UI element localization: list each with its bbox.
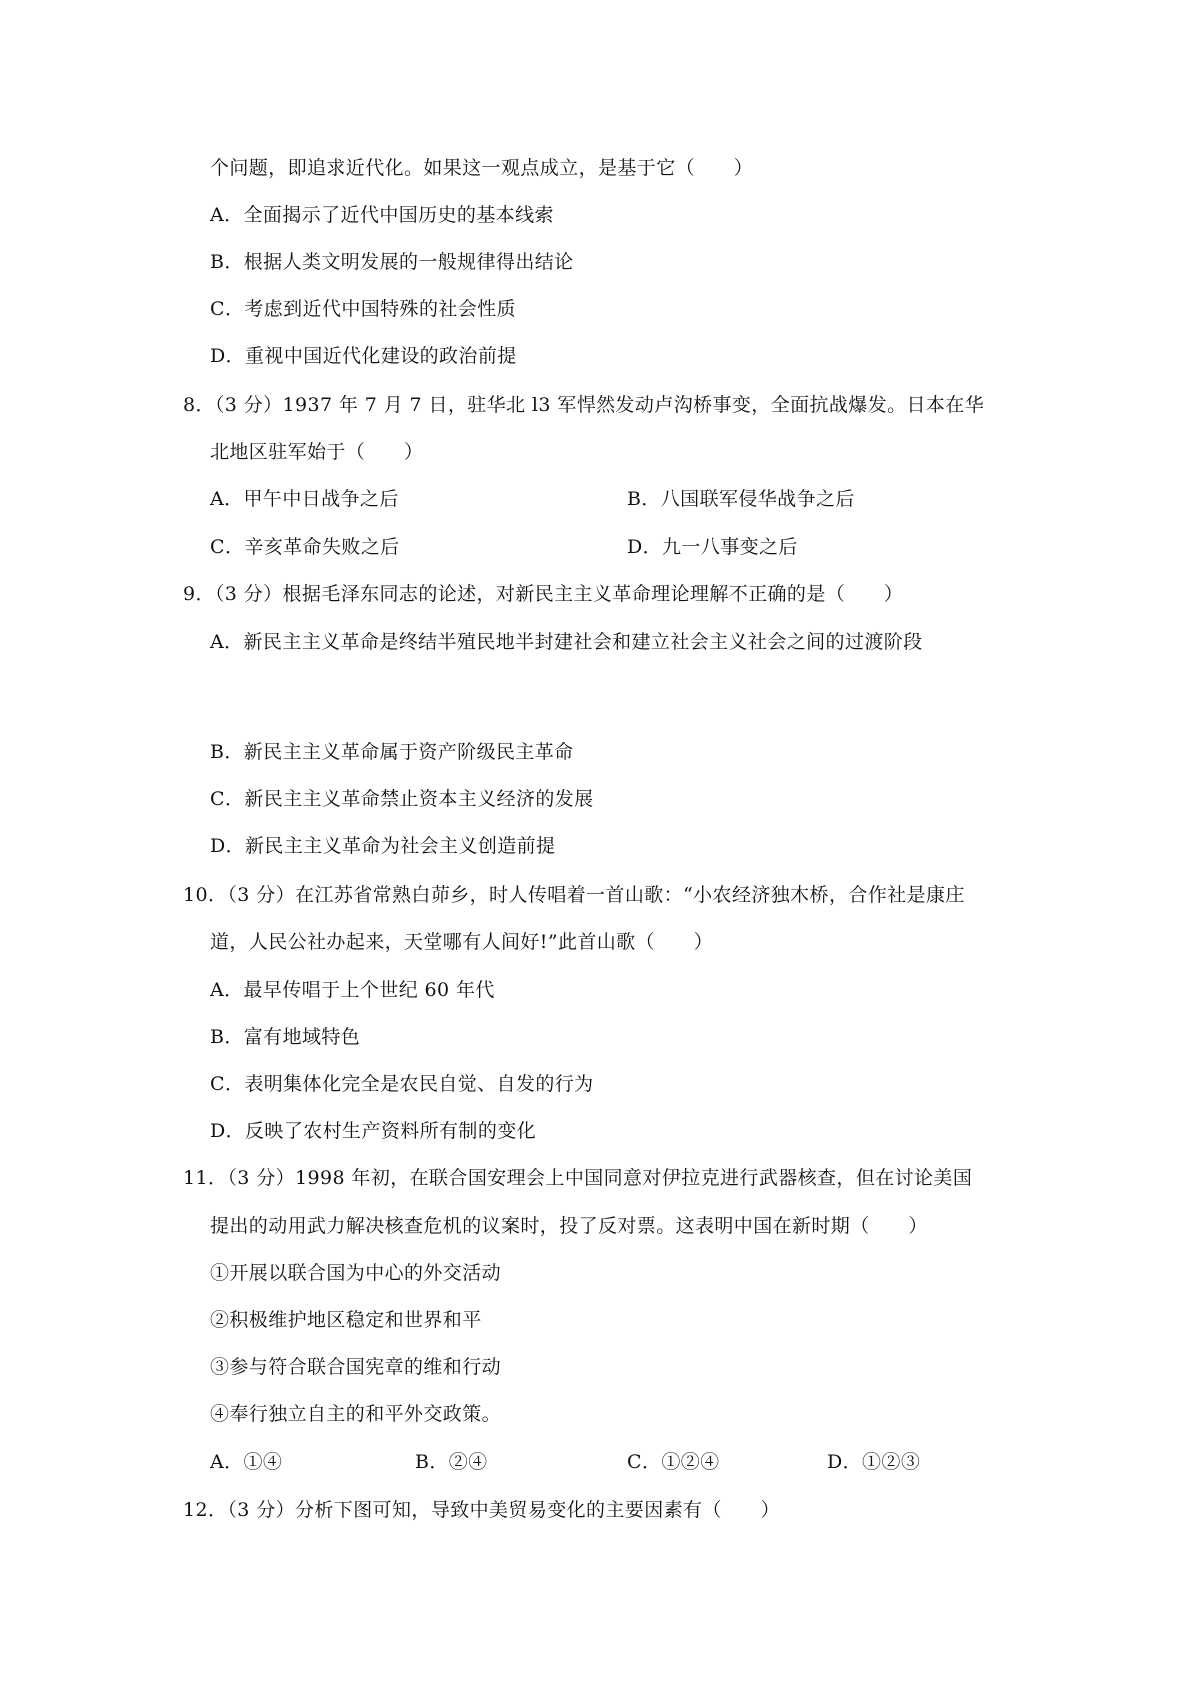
q10-option-d: D．反映了农村生产资料所有制的变化 — [210, 1120, 537, 1142]
q10-stem-line2: 道，人民公社办起来，天堂哪有人间好!”此首山歌（ ） — [210, 931, 714, 953]
q8-option-c: C．辛亥革命失败之后 — [210, 536, 400, 558]
q7-option-c: C．考虑到近代中国特殊的社会性质 — [210, 298, 516, 320]
q11-item-2: ②积极维护地区稳定和世界和平 — [210, 1309, 482, 1331]
q11-option-a: A．①④ — [210, 1451, 283, 1473]
q11-stem-line1 — [183, 1164, 972, 1192]
q10-score: （3 分） — [227, 884, 296, 906]
q8-option-b: B．八国联军侵华战争之后 — [627, 488, 855, 510]
q8-score: （3 分） — [214, 394, 283, 416]
q10-stem-line1 — [183, 881, 965, 909]
q7-option-b: B．根据人类文明发展的一般规律得出结论 — [210, 251, 574, 273]
q8-number: 8． — [183, 394, 215, 416]
q9-option-c: C．新民主主义革命禁止资本主义经济的发展 — [210, 788, 594, 810]
q11-item-4: ④奉行独立自主的和平外交政策。 — [210, 1403, 502, 1425]
q7-option-d: D．重视中国近代化建设的政治前提 — [210, 345, 517, 367]
q7-option-a: A．全面揭示了近代中国历史的基本线索 — [210, 204, 554, 226]
q8-option-d: D．九一八事变之后 — [627, 536, 798, 558]
q11-number: 11． — [183, 1167, 228, 1189]
q12-stem-text: 分析下图可知，导致中美贸易变化的主要因素有（ ） — [295, 1499, 781, 1521]
q10-option-a: A．最早传唱于上个世纪 60 年代 — [210, 979, 495, 1001]
q10-stem-text1: 在江苏省常熟白茆乡，时人传唱着一首山歌：“小农经济独木桥，合作社是康庄 — [295, 884, 965, 906]
q10-option-c: C．表明集体化完全是农民自觉、自发的行为 — [210, 1073, 594, 1095]
q9-option-d: D．新民主主义革命为社会主义创造前提 — [210, 835, 556, 857]
q9-number: 9． — [183, 583, 215, 605]
q9-option-a: A．新民主主义革命是终结半殖民地半封建社会和建立社会主义社会之间的过渡阶段 — [210, 631, 923, 653]
q8-option-a: A．甲午中日战争之后 — [210, 488, 399, 510]
q11-option-c: C．①②④ — [627, 1451, 720, 1473]
q11-stem-text1: 1998 年初，在联合国安理会上中国同意对伊拉克进行武器核查，但在讨论美国 — [295, 1167, 973, 1189]
q9-score: （3 分） — [214, 583, 283, 605]
q8-stem-line1 — [183, 391, 984, 419]
q10-option-b: B．富有地域特色 — [210, 1026, 361, 1048]
q11-item-1: ①开展以联合国为中心的外交活动 — [210, 1262, 502, 1284]
q11-option-b: B．②④ — [415, 1451, 488, 1473]
q12-number: 12． — [183, 1499, 228, 1521]
q12-stem — [183, 1496, 780, 1524]
q11-item-3: ③参与符合联合国宪章的维和行动 — [210, 1356, 502, 1378]
q9-stem-text: 根据毛泽东同志的论述，对新民主主义革命理论理解不正确的是（ ） — [282, 583, 904, 605]
q11-stem-line2: 提出的动用武力解决核查危机的议案时，投了反对票。这表明中国在新时期（ ） — [210, 1215, 928, 1237]
q9-option-b: B．新民主主义革命属于资产阶级民主革命 — [210, 741, 574, 763]
q12-score: （3 分） — [227, 1499, 296, 1521]
q10-number: 10． — [183, 884, 228, 906]
q8-stem-text1: 1937 年 7 月 7 日，驻华北 l3 军悍然发动卢沟桥事变，全面抗战爆发。日本在华 — [282, 394, 985, 416]
q7-stem-continuation: 个问题，即追求近代化。如果这一观点成立，是基于它（ ） — [210, 157, 754, 179]
q11-score: （3 分） — [227, 1167, 296, 1189]
q9-stem — [183, 580, 903, 608]
q11-option-d: D．①②③ — [827, 1451, 921, 1473]
q8-stem-line2: 北地区驻军始于（ ） — [210, 441, 424, 463]
